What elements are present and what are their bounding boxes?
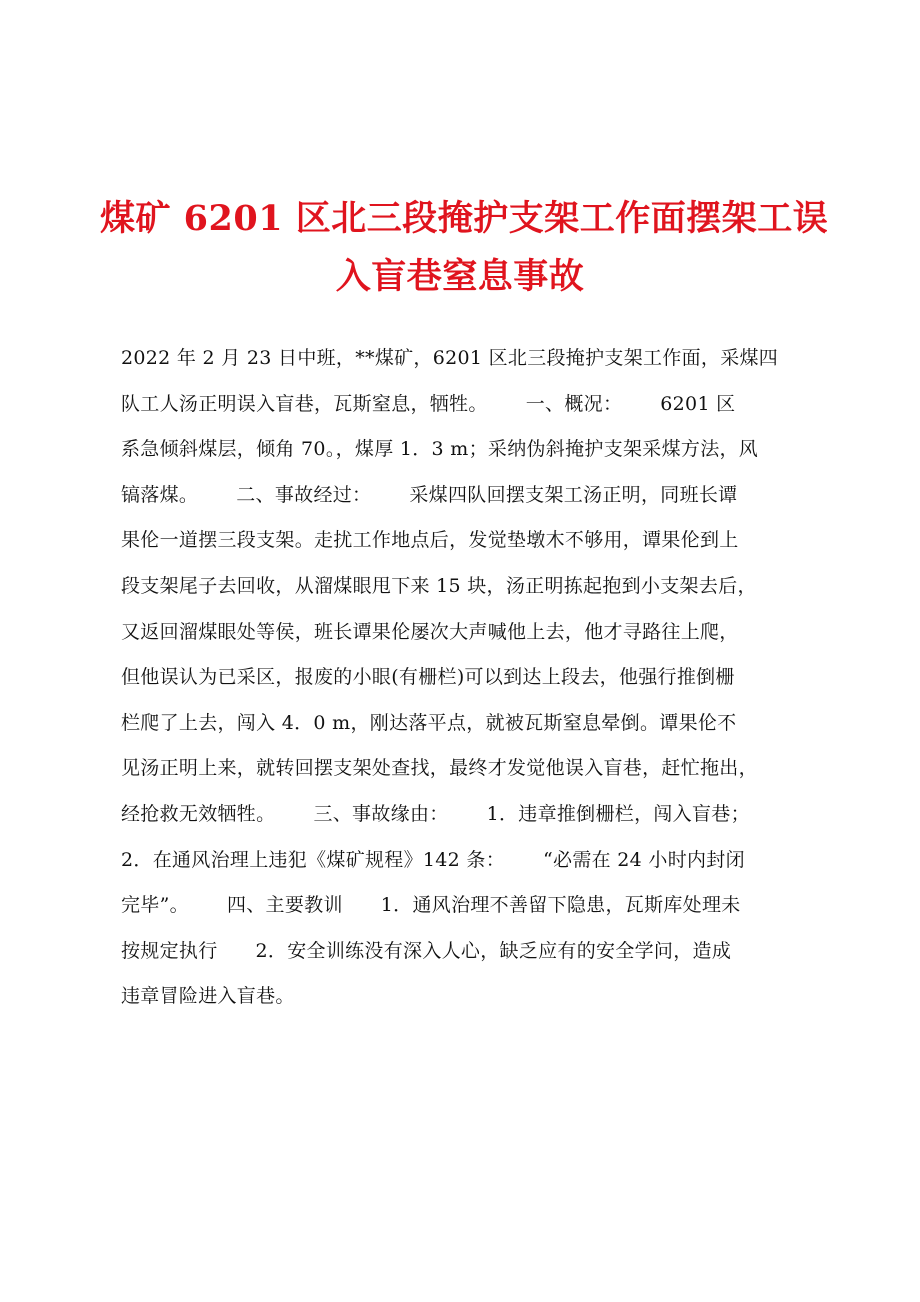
body-line-3: 系急倾斜煤层，倾角 70。，煤厚 1．3 m；采纳伪斜掩护支架采煤方法，风 (121, 438, 759, 461)
title-line-2: 入盲巷窒息事故 (335, 256, 585, 297)
body-line-13: 完毕”。 四、主要教训 1．通风治理不善留下隐患，瓦斯库处理未 (121, 894, 741, 917)
document-body (121, 336, 811, 1020)
body-line-4: 镐落煤。 二、事故经过： 采煤四队回摆支架工汤正明，同班长谭 (121, 483, 738, 506)
body-line-8: 但他误认为已采区，报废的小眼(有栅栏)可以到达上段去，他强行推倒栅 (121, 666, 735, 689)
title-line-1: 煤矿 6201 区北三段掩护支架工作面摆架工误 (100, 198, 829, 239)
body-line-15: 违章冒险进入盲巷。 (121, 985, 295, 1008)
document-title (100, 190, 829, 306)
body-line-6: 段支架尾子去回收，从溜煤眼甩下来 15 块，汤正明拣起抱到小支架去后， (121, 574, 757, 597)
body-line-14: 按规定执行 2．安全训练没有深入人心，缺乏应有的安全学问，造成 (121, 939, 732, 962)
body-line-12: 2．在通风治理上违犯《煤矿规程》142 条： “必需在 24 小时内封闭 (121, 848, 745, 871)
body-line-10: 见汤正明上来，就转回摆支架处查找，最终才发觉他误入盲巷，赶忙拖出， (121, 757, 758, 780)
body-line-9: 栏爬了上去，闯入 4．0 m，刚达落平点，就被瓦斯窒息晕倒。谭果伦不 (121, 711, 737, 734)
body-line-11: 经抢救无效牺牲。 三、事故缘由： 1．违章推倒栅栏，闯入盲巷； (121, 802, 750, 825)
body-line-5: 果伦一道摆三段支架。走扰工作地点后，发觉垫墩木不够用，谭果伦到上 (121, 529, 739, 552)
body-line-7: 又返回溜煤眼处等侯，班长谭果伦屡次大声喊他上去，他才寻路往上爬， (121, 620, 739, 643)
body-line-2: 队工人汤正明误入盲巷，瓦斯窒息，牺牲。 一、概况： 6201 区 (121, 392, 736, 415)
body-line-1: 2022 年 2 月 23 日中班，**煤矿，6201 区北三段掩护支架工作面，采煤四 (121, 347, 779, 369)
